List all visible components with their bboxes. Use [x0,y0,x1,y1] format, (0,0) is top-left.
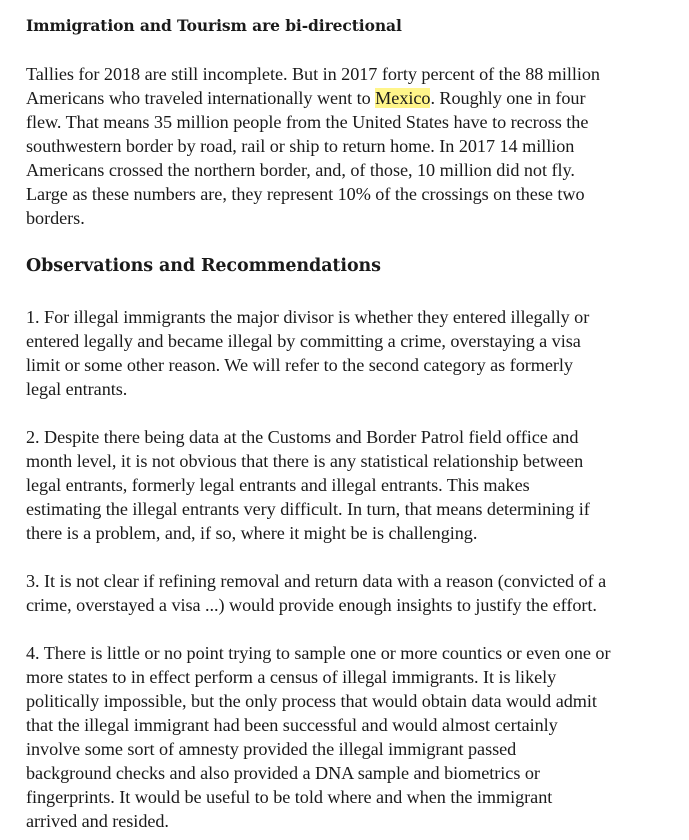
text-line-content: Americans who traveled internationally went to [26,88,376,108]
text-line: limit or some other reason. We will refer to the second category as formerly [26,355,573,375]
text-line: 1. For illegal immigrants the major divisor is whether they entered illegally or [26,307,590,327]
text-line: 3. It is not clear if refining removal and return data with a reason (convicted of a [26,571,607,591]
text-line: that the illegal immigrant had been successful and would almost certainly [26,715,558,735]
observation-item-4 [26,641,666,833]
text-line: month level, it is not obvious that there is any statistical relationship between [26,451,584,471]
text-line-content: Tallies for 2018 are still incomplete. But in 2017 forty percent of the 88 million [26,64,600,84]
text-line: legal entrants. [26,379,128,399]
text-line: 2. Despite there being data at the Customs and Border Patrol field office and [26,427,579,447]
observation-item-3 [26,569,666,617]
text-line [26,110,666,134]
text-line [26,134,666,158]
text-line: there is a problem, and, if so, where it might be is challenging. [26,523,478,543]
text-line [26,158,666,182]
text-line-content: . Roughly one in four [430,88,586,108]
observation-item-2 [26,425,666,545]
observations-heading: Observations and Recommendations [26,256,381,276]
text-line [26,62,666,86]
text-line: politically impossible, but the only process that would obtain data would admit [26,691,597,711]
text-line [26,182,666,206]
text-line-content: Large as these numbers are, they represent 10% of the crossings on these two [26,184,585,204]
text-line: involve some sort of amnesty provided the illegal immigrant passed [26,739,517,759]
text-line: estimating the illegal entrants very difficult. In turn, that means determining if [26,499,590,519]
text-line: crime, overstayed a visa ...) would provide enough insights to justify the effort. [26,595,597,615]
text-line: entered legally and became illegal by committing a crime, overstaying a visa [26,331,581,351]
text-line: background checks and also provided a DNA sample and biometrics or [26,763,540,783]
text-line-content: borders. [26,208,85,228]
text-line [26,206,666,230]
observation-item-1 [26,305,666,401]
text-line: arrived and resided. [26,811,169,831]
text-line-content: southwestern border by road, rail or ship to return home. In 2017 14 million [26,136,575,156]
text-line: more states to in effect perform a census of illegal immigrants. It is likely [26,667,557,687]
text-line-content: flew. That means 35 million people from the United States have to recross the [26,112,589,132]
section-title: Immigration and Tourism are bi-directional [26,16,402,35]
text-line [26,86,666,110]
text-line: legal entrants, formerly legal entrants and illegal entrants. This makes [26,475,530,495]
text-line: fingerprints. It would be useful to be told where and when the immigrant [26,787,553,807]
text-line-content: Americans crossed the northern border, and, of those, 10 million did not fly. [26,160,575,180]
highlighted-word: Mexico [375,88,431,108]
text-line: 4. There is little or no point trying to sample one or more countics or even one or [26,643,611,663]
intro-paragraph [26,62,666,230]
